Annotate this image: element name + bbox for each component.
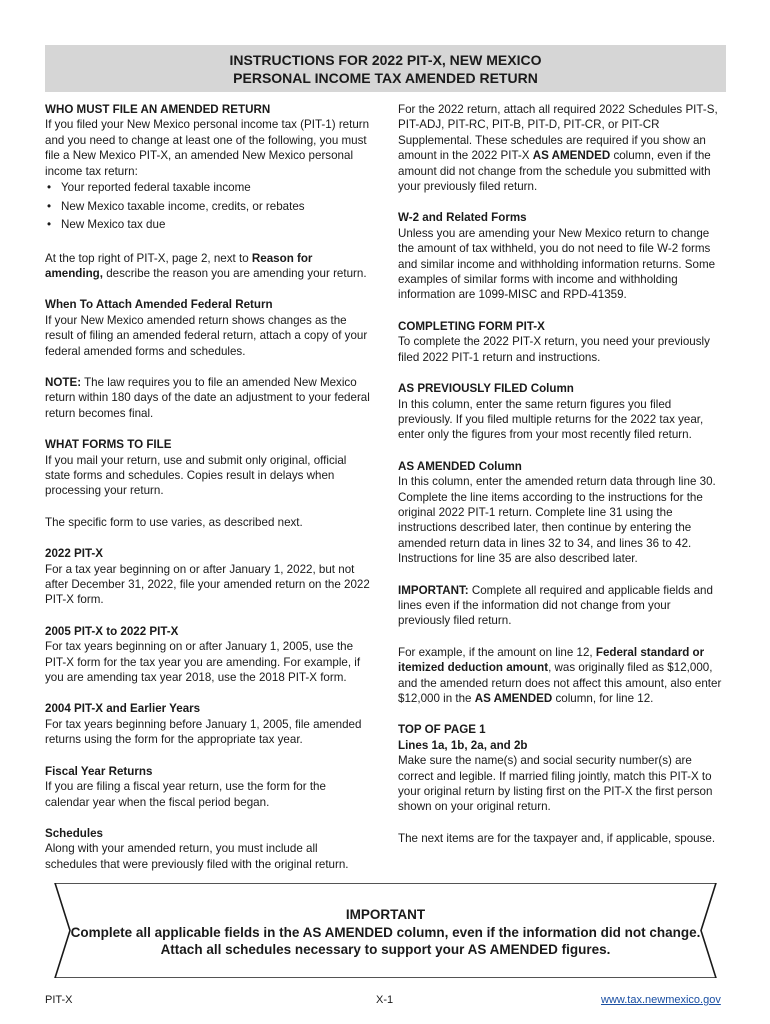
schedules-text: Along with your amended return, you must include all schedules that were previously filed with the original return. (45, 842, 349, 871)
footer-website-link[interactable]: www.tax.newmexico.gov (601, 994, 721, 1006)
bullet-item: • Your reported federal taxable income (45, 179, 373, 198)
note-paragraph: NOTE: The law requires you to file an amended New Mexico return within 180 days of the date an adjustment to your federal return becomes final. (45, 375, 370, 420)
forms-heading: WHAT FORMS TO FILE (45, 438, 172, 452)
top-of-page-heading: TOP OF PAGE 1 (398, 723, 486, 737)
callout-title: IMPORTANT (345, 907, 426, 922)
intro-paragraph: For the 2022 return, attach all required 2022 Schedules PIT-S, PIT-ADJ, PIT-RC, PIT-B, PIT-D, PIT-CR, or PIT-CR Supplemental. These schedules are required if you show an amount in the 2022 PIT-X AS AMENDED column, even if the amount did not change from the schedule you submitted with your previously filed return. (398, 103, 718, 194)
completing-heading: COMPLETING FORM PIT-X (398, 319, 545, 333)
prev-filed-text: In this column, enter the same return figures you filed previously. If you filed multiple returns for the 2022 tax year, enter only the figures from your most recently filed return. (398, 397, 704, 442)
schedules-heading: Schedules (45, 826, 103, 840)
lines-heading: Lines 1a, 1b, 2a, and 2b (398, 738, 528, 752)
w2-text: Unless you are amending your New Mexico return to change the amount of tax withheld, you do not need to file W-2 forms and similar income and withholding information returns. Some examples of similar forms with income and withholding information are 1099-MISC and RPD-41359. (398, 226, 716, 302)
as-amended-heading: AS AMENDED Column (398, 459, 522, 473)
callout-line-2: Attach all schedules necessary to support your AS AMENDED figures. (160, 942, 611, 957)
example-paragraph: For example, if the amount on line 12, Federal standard or itemized deduction amount, was originally filed as $12,000, and the amended return does not affect this amount, also enter $12,000 in the AS AMENDED column, for line 12. (398, 645, 722, 705)
who-heading: WHO MUST FILE AN AMENDED RETURN (45, 103, 271, 116)
important-callout (45, 883, 726, 978)
title-line-2: PERSONAL INCOME TAX AMENDED RETURN (233, 70, 538, 86)
as-amended-text: In this column, enter the amended return data through line 30. Complete the line items according to the instructions for the original 2022 PIT-1 return. Complete line 31 using the instructions described later, then continue by entering the amended return data in lines 32 to 34, and lines 36 to 42. Instructions for line 35 are also described later. (398, 475, 716, 566)
pit2004-text: For tax years beginning before January 1, 2005, file amended returns using the form for the appropriate tax year. (45, 717, 362, 747)
specific-text: The specific form to use varies, as described next. (45, 515, 303, 529)
who-text: If you filed your New Mexico personal income tax (PIT-1) return and you need to change at least one of the following, you must file a New Mexico PIT-X, an amended New Mexico personal income tax return: (45, 118, 370, 178)
page-title (45, 45, 726, 92)
pit2005-heading: 2005 PIT-X to 2022 PIT-X (45, 624, 179, 638)
when-heading: When To Attach Amended Federal Return (45, 298, 273, 312)
pit2022-text: For a tax year beginning on or after January 1, 2022, but not after December 31, 2022, file your amended return on the 2022 PIT-X form. (45, 562, 370, 607)
when-text: If your New Mexico amended return shows changes as the result of filing an amended federal return, attach a copy of your federal amended forms and schedules. (45, 313, 368, 358)
fiscal-text: If you are filing a fiscal year return, use the form for the calendar year when the fiscal period began. (45, 780, 326, 809)
left-column (45, 102, 373, 872)
bullet-item: • New Mexico taxable income, credits, or rebates (45, 198, 373, 217)
title-line-1: INSTRUCTIONS FOR 2022 PIT-X, NEW MEXICO (229, 52, 542, 68)
pit2004-heading: 2004 PIT-X and Earlier Years (45, 702, 201, 716)
completing-text: To complete the 2022 PIT-X return, you need your previously filed 2022 PIT-1 return and instructions. (398, 335, 710, 364)
forms-text: If you mail your return, use and submit only original, official state forms and schedules. Copies result in delays when processing your return. (45, 453, 347, 498)
prev-filed-heading: AS PREVIOUSLY FILED Column (398, 382, 574, 396)
right-column (398, 102, 726, 846)
pit2005-text: For tax years beginning on or after January 1, 2005, use the PIT-X form for the tax year you are amending. For example, if you are amending tax year 2018, use the 2018 PIT-X form. (45, 640, 361, 685)
reason-paragraph: At the top right of PIT-X, page 2, next to Reason for amending, describe the reason you are amending your return. (45, 251, 367, 280)
footer-form-id: PIT-X (45, 994, 73, 1006)
w2-heading: W-2 and Related Forms (398, 211, 527, 225)
footer-page-number: X-1 (376, 994, 394, 1006)
lines-text: Make sure the name(s) and social security number(s) are correct and legible. If married filing jointly, match this PIT-X to your original return by listing first on the PIT-X the first person shown on your original return. (398, 754, 713, 814)
bullet-item: • New Mexico tax due (45, 216, 373, 235)
callout-line-1: Complete all applicable fields in the AS AMENDED column, even if the information did not change. (70, 924, 701, 940)
who-bullet-list (45, 179, 373, 235)
fiscal-heading: Fiscal Year Returns (45, 764, 153, 778)
pit2022-heading: 2022 PIT-X (45, 547, 104, 561)
next-items-text: The next items are for the taxpayer and, if applicable, spouse. (398, 831, 716, 845)
important-paragraph: IMPORTANT: Complete all required and applicable fields and lines even if the information did not change from your previously filed return. (398, 583, 713, 628)
